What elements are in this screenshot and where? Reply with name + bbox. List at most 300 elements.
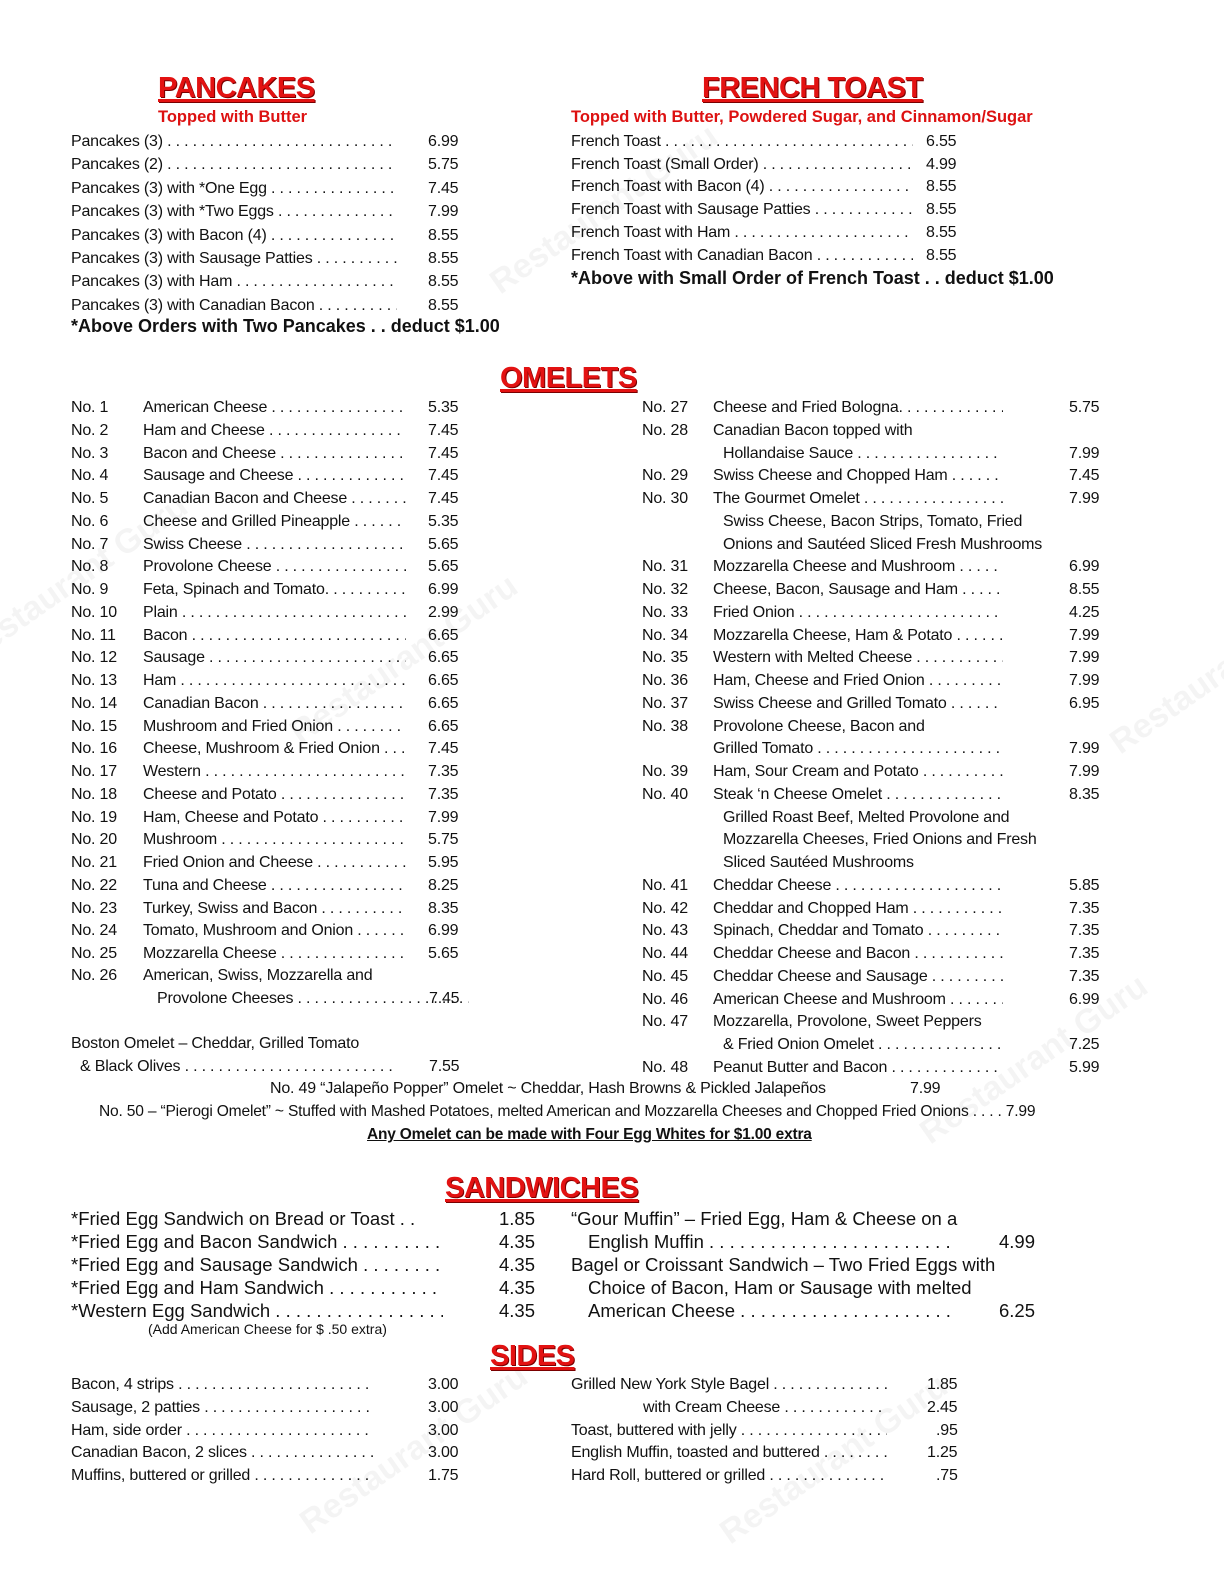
item-price: 4.99 bbox=[926, 155, 957, 173]
sandwich-name: “Gour Muffin” – Fried Egg, Ham & Cheese on a bbox=[571, 1208, 958, 1229]
item-name: Pancakes (3) . . . bbox=[71, 131, 397, 153]
item-price: 7.25 bbox=[1069, 1036, 1100, 1053]
omelet-item bbox=[642, 989, 1112, 1011]
item-number: No. 36 bbox=[642, 672, 688, 689]
side-item bbox=[71, 1420, 471, 1442]
item-price: 8.55 bbox=[428, 250, 459, 267]
item-price: 7.45 bbox=[428, 444, 459, 462]
french-toast-item bbox=[571, 176, 971, 198]
item-number: No. 34 bbox=[642, 626, 688, 644]
omelet-item bbox=[642, 920, 1112, 942]
item-name: Ham, side order . . . bbox=[71, 1420, 373, 1442]
item-name: Mushroom and Fried Onion . . . bbox=[143, 716, 406, 738]
item-name: Peanut Butter and Bacon . . . bbox=[713, 1057, 1003, 1079]
item-price: 6.65 bbox=[428, 626, 459, 644]
item-name: Canadian Bacon, 2 slices . . . bbox=[71, 1442, 373, 1464]
omelet-item bbox=[71, 420, 471, 442]
item-number: No. 3 bbox=[71, 444, 109, 462]
french-toast-subtitle: Topped with Butter, Powdered Sugar, and Cinnamon/Sugar bbox=[571, 108, 1033, 126]
item-price: 5.65 bbox=[428, 535, 459, 553]
omelet-item bbox=[71, 443, 471, 465]
item-price: 7.35 bbox=[1069, 922, 1100, 940]
item-number: No. 8 bbox=[71, 558, 109, 576]
omelet-item bbox=[642, 875, 1112, 897]
omelet-item bbox=[71, 738, 471, 760]
item-price: 5.35 bbox=[428, 512, 459, 530]
item-price: 8.35 bbox=[1069, 785, 1100, 803]
gour-muffin-line2 bbox=[571, 1230, 1041, 1253]
item-number: No. 14 bbox=[71, 694, 117, 712]
omelet-item bbox=[642, 556, 1112, 578]
item-price: 1.85 bbox=[927, 1376, 958, 1393]
gour-muffin-line1 bbox=[571, 1207, 957, 1230]
item-price: 6.99 bbox=[428, 133, 459, 150]
item-price: .75 bbox=[936, 1467, 958, 1484]
omelet-item bbox=[642, 602, 1112, 624]
omelet-item bbox=[642, 579, 1112, 601]
omelet-item bbox=[71, 511, 471, 533]
item-name: Swiss Cheese . . . bbox=[143, 534, 406, 556]
item-name: Ham, Sour Cream and Potato . . . bbox=[713, 761, 1003, 783]
item-name: Western . . . bbox=[143, 761, 406, 783]
side-item bbox=[71, 1374, 471, 1396]
side-item bbox=[71, 1442, 471, 1464]
item-number: No. 19 bbox=[71, 808, 117, 826]
omelet-item bbox=[71, 784, 471, 806]
item-number: No. 44 bbox=[642, 945, 688, 962]
item-name: Cheese and Grilled Pineapple . . . bbox=[143, 511, 406, 533]
item-number: No. 40 bbox=[642, 785, 688, 803]
item-price: 6.65 bbox=[428, 717, 459, 735]
item-price: 7.99 bbox=[1069, 763, 1100, 780]
pancakes-heading: PANCAKES bbox=[158, 72, 315, 104]
item-price: 7.45 bbox=[428, 490, 459, 507]
item-name: Pancakes (3) with *One Egg . . . bbox=[71, 178, 397, 200]
omelet-name: & Black Olives . . . bbox=[80, 1056, 392, 1078]
item-price: 3.00 bbox=[428, 1421, 459, 1439]
omelet-item bbox=[642, 511, 1112, 533]
omelet-49-price: 7.99 bbox=[910, 1080, 941, 1097]
side-item bbox=[571, 1442, 971, 1464]
item-name: Canadian Bacon and Cheese . . . bbox=[143, 488, 406, 510]
item-price: 1.25 bbox=[927, 1444, 958, 1462]
item-name: Mozzarella Cheese . . . bbox=[143, 943, 406, 965]
item-price: .95 bbox=[936, 1421, 958, 1439]
sandwich-name: English Muffin . . . bbox=[588, 1230, 954, 1253]
omelet-item bbox=[642, 829, 1112, 851]
french-toast-item bbox=[571, 154, 971, 176]
item-number: No. 29 bbox=[642, 467, 688, 485]
item-name: Grilled Roast Beef, Melted Provolone and bbox=[723, 808, 1010, 826]
omelet-item bbox=[642, 1057, 1112, 1079]
item-name: Cheese and Potato . . . bbox=[143, 784, 406, 806]
item-price: 4.35 bbox=[499, 1254, 536, 1275]
omelet-item bbox=[71, 579, 471, 601]
item-number: No. 48 bbox=[642, 1058, 688, 1076]
item-name: French Toast with Ham . . . bbox=[571, 222, 913, 244]
pancake-item bbox=[71, 225, 471, 247]
item-price: 8.55 bbox=[926, 178, 957, 196]
pancake-item bbox=[71, 131, 471, 153]
side-item bbox=[571, 1397, 971, 1419]
item-price: 4.35 bbox=[499, 1277, 536, 1298]
item-price: 8.35 bbox=[428, 899, 459, 917]
item-name: Cheese, Bacon, Sausage and Ham . . . . bbox=[713, 579, 1003, 601]
item-price: 6.99 bbox=[1069, 990, 1100, 1008]
item-name: *Fried Egg and Sausage Sandwich . . . bbox=[71, 1253, 443, 1276]
item-name: Fried Onion and Cheese . . . bbox=[143, 852, 406, 874]
omelet-item bbox=[71, 807, 471, 829]
item-name: & Fried Onion Omelet . . . bbox=[723, 1034, 1003, 1056]
omelet-item bbox=[642, 625, 1112, 647]
omelet-item bbox=[71, 625, 471, 647]
item-name: Pancakes (3) with *Two Eggs . . . bbox=[71, 201, 397, 223]
item-name: American Cheese and Mushroom . . . bbox=[713, 989, 1003, 1011]
item-name: Pancakes (3) with Ham . . . bbox=[71, 271, 397, 293]
omelet-item bbox=[71, 465, 471, 487]
item-name: Plain . . . bbox=[143, 602, 406, 624]
item-price: 7.35 bbox=[1069, 967, 1100, 985]
side-item bbox=[571, 1374, 971, 1396]
item-name: Bacon, 4 strips . . . bbox=[71, 1374, 373, 1396]
item-price: 6.65 bbox=[428, 694, 459, 712]
omelet-item bbox=[642, 716, 1112, 738]
french-toast-item bbox=[571, 199, 971, 221]
omelet-item bbox=[71, 534, 471, 556]
item-number: No. 24 bbox=[71, 922, 117, 940]
item-price: 2.45 bbox=[927, 1398, 958, 1416]
item-number: No. 39 bbox=[642, 763, 688, 780]
item-name: Tuna and Cheese . . . bbox=[143, 875, 406, 897]
item-name: Mozzarella Cheeses, Fried Onions and Fresh bbox=[723, 831, 1037, 849]
pancake-item bbox=[71, 178, 471, 200]
item-number: No. 4 bbox=[71, 467, 109, 485]
omelet-price: 7.55 bbox=[429, 1058, 460, 1075]
pancake-item bbox=[71, 295, 471, 317]
item-price: 7.45 bbox=[428, 467, 459, 485]
omelet-item bbox=[642, 738, 1112, 760]
omelet-item bbox=[642, 670, 1112, 692]
bagel-sandwich-line1 bbox=[571, 1253, 995, 1276]
item-name: Cheddar Cheese and Sausage . . . bbox=[713, 966, 1003, 988]
item-price: 7.99 bbox=[428, 203, 459, 221]
item-price: 8.25 bbox=[428, 876, 459, 894]
item-number: No. 23 bbox=[71, 899, 117, 917]
pancakes-note: *Above Orders with Two Pancakes . . deduct $1.00 bbox=[71, 316, 500, 336]
omelet-26 bbox=[71, 965, 471, 987]
item-name: Mozzarella Cheese, Ham & Potato . . . bbox=[713, 625, 1003, 647]
item-price: 7.99 bbox=[1069, 490, 1100, 507]
omelet-item bbox=[71, 943, 471, 965]
item-name: Fried Onion . . . bbox=[713, 602, 1003, 624]
item-price: 3.00 bbox=[428, 1444, 459, 1462]
item-name: Ham, Cheese and Fried Onion . . . bbox=[713, 670, 1003, 692]
item-price: 7.99 bbox=[1069, 740, 1100, 758]
boston-omelet bbox=[71, 1033, 471, 1055]
item-number: No. 15 bbox=[71, 717, 117, 735]
item-price: 5.65 bbox=[428, 558, 459, 576]
item-price: 5.95 bbox=[428, 854, 459, 871]
item-price: 7.35 bbox=[428, 785, 459, 803]
item-number: No. 9 bbox=[71, 581, 109, 598]
omelet-item bbox=[642, 397, 1112, 419]
sandwich-item bbox=[71, 1299, 551, 1322]
item-name: Canadian Bacon . . . bbox=[143, 693, 406, 715]
omelet-item bbox=[71, 602, 471, 624]
item-number: No. 11 bbox=[71, 626, 116, 644]
item-name: Onions and Sautéed Sliced Fresh Mushrooms bbox=[723, 535, 1043, 553]
item-price: 5.65 bbox=[428, 945, 459, 962]
item-price: 4.35 bbox=[499, 1231, 536, 1252]
item-name: Cheddar Cheese and Bacon . . . bbox=[713, 943, 1003, 965]
item-price: 8.55 bbox=[1069, 581, 1100, 598]
item-name: Feta, Spinach and Tomato. . . . bbox=[143, 579, 406, 601]
item-price: 1.75 bbox=[428, 1467, 459, 1484]
omelet-item bbox=[71, 488, 471, 510]
item-price: 7.35 bbox=[1069, 899, 1100, 917]
pancake-item bbox=[71, 154, 471, 176]
item-number: No. 45 bbox=[642, 967, 688, 985]
sandwich-item bbox=[71, 1207, 551, 1230]
omelet-item bbox=[642, 488, 1112, 510]
item-price: 5.35 bbox=[428, 399, 459, 416]
item-price: 4.35 bbox=[499, 1300, 536, 1321]
item-name: Canadian Bacon topped with bbox=[713, 421, 913, 439]
item-price: 3.00 bbox=[428, 1376, 459, 1393]
item-price: 7.45 bbox=[428, 179, 459, 197]
omelet-26-cont bbox=[71, 988, 471, 1010]
item-number: No. 30 bbox=[642, 490, 688, 507]
sandwich-name: Bagel or Croissant Sandwich – Two Fried Eggs with bbox=[571, 1254, 996, 1275]
item-price: 8.55 bbox=[926, 201, 957, 219]
item-price: 7.45 bbox=[428, 740, 459, 758]
item-name: *Fried Egg Sandwich on Bread or Toast . . bbox=[71, 1208, 416, 1229]
pancake-item bbox=[71, 248, 471, 270]
item-name: Mozzarella Cheese and Mushroom . . . bbox=[713, 556, 1003, 578]
item-number: No. 17 bbox=[71, 763, 117, 780]
item-name: Swiss Cheese, Bacon Strips, Tomato, Fried bbox=[723, 512, 1023, 530]
item-name: Turkey, Swiss and Bacon . . . bbox=[143, 898, 406, 920]
omelet-name: No. 49 “Jalapeño Popper” Omelet ~ Cheddar, Hash Browns & Pickled Jalapeños bbox=[270, 1080, 826, 1097]
item-name: Pancakes (2) . . . bbox=[71, 154, 397, 176]
item-number: No. 12 bbox=[71, 649, 117, 667]
omelet-number: No. 26 bbox=[71, 967, 117, 984]
item-name: French Toast with Sausage Patties . . . bbox=[571, 199, 913, 221]
french-toast-note: *Above with Small Order of French Toast . . deduct $1.00 bbox=[571, 268, 1054, 288]
item-name: Spinach, Cheddar and Tomato . . . bbox=[713, 920, 1003, 942]
omelet-item bbox=[71, 670, 471, 692]
omelet-item bbox=[642, 1011, 1112, 1033]
sides-heading: SIDES bbox=[490, 1340, 575, 1372]
item-price: 6.65 bbox=[428, 649, 459, 667]
omelet-item bbox=[71, 829, 471, 851]
item-name: Tomato, Mushroom and Onion . . . bbox=[143, 920, 406, 942]
omelet-item bbox=[642, 898, 1112, 920]
item-name: *Western Egg Sandwich . . . bbox=[71, 1299, 443, 1322]
bagel-sandwich-line2 bbox=[571, 1276, 972, 1299]
omelet-name: Boston Omelet – Cheddar, Grilled Tomato bbox=[71, 1035, 360, 1052]
item-name: The Gourmet Omelet . . . bbox=[713, 488, 1003, 510]
item-name: *Fried Egg and Bacon Sandwich . . . bbox=[71, 1230, 443, 1253]
omelet-item bbox=[642, 647, 1112, 669]
omelet-name: Provolone Cheeses . . . bbox=[157, 988, 469, 1010]
item-price: 5.75 bbox=[428, 156, 459, 174]
item-name: Provolone Cheese . . . bbox=[143, 556, 406, 578]
omelet-item bbox=[642, 693, 1112, 715]
item-price: 6.99 bbox=[428, 581, 459, 598]
item-number: No. 22 bbox=[71, 876, 117, 894]
omelet-item bbox=[642, 761, 1112, 783]
item-price: 7.99 bbox=[428, 808, 459, 826]
item-price: 6.95 bbox=[1069, 694, 1100, 712]
item-price: 8.55 bbox=[428, 296, 459, 314]
item-name: Hard Roll, buttered or grilled . . . bbox=[571, 1465, 887, 1487]
item-name: Cheese and Fried Bologna. . . . bbox=[713, 397, 1003, 419]
sandwich-name: Choice of Bacon, Ham or Sausage with melted bbox=[588, 1277, 972, 1298]
omelet-name: American, Swiss, Mozzarella and bbox=[143, 967, 373, 984]
item-number: No. 33 bbox=[642, 603, 688, 621]
item-name: Pancakes (3) with Sausage Patties . . . bbox=[71, 248, 397, 270]
item-number: No. 37 bbox=[642, 694, 688, 712]
item-number: No. 1 bbox=[71, 399, 109, 416]
item-name: Ham . . . bbox=[143, 670, 406, 692]
sandwich-item bbox=[71, 1276, 551, 1299]
sandwich-price: 6.25 bbox=[999, 1300, 1036, 1321]
item-name: French Toast with Bacon (4) . . . bbox=[571, 176, 913, 198]
omelet-item bbox=[642, 852, 1112, 874]
side-item bbox=[71, 1465, 471, 1487]
side-item bbox=[71, 1397, 471, 1419]
item-number: No. 28 bbox=[642, 421, 688, 439]
bagel-sandwich-line3 bbox=[571, 1299, 1041, 1322]
item-name: Ham and Cheese . . . bbox=[143, 420, 406, 442]
omelet-price: 7.45 bbox=[429, 990, 460, 1007]
omelet-item bbox=[71, 397, 471, 419]
omelet-item bbox=[642, 784, 1112, 806]
item-name: Pancakes (3) with Bacon (4) . . . bbox=[71, 225, 397, 247]
side-item bbox=[571, 1465, 971, 1487]
french-toast-item bbox=[571, 245, 971, 267]
item-number: No. 5 bbox=[71, 490, 109, 507]
item-name: Toast, buttered with jelly . . . bbox=[571, 1420, 887, 1442]
item-number: No. 38 bbox=[642, 717, 688, 735]
item-name: French Toast (Small Order) . . . bbox=[571, 154, 913, 176]
item-price: 7.45 bbox=[428, 421, 459, 439]
side-item bbox=[571, 1420, 971, 1442]
item-name: Provolone Cheese, Bacon and bbox=[713, 717, 925, 735]
omelet-item bbox=[71, 556, 471, 578]
egg-whites-note: Any Omelet can be made with Four Egg Whites for $1.00 extra bbox=[367, 1126, 812, 1143]
pancake-item bbox=[71, 201, 471, 223]
sandwich-price: 4.99 bbox=[999, 1231, 1036, 1252]
item-price: 6.99 bbox=[1069, 558, 1100, 576]
omelet-item bbox=[642, 443, 1112, 465]
omelet-50: No. 50 – “Pierogi Omelet” ~ Stuffed with Mashed Potatoes, melted American and Mozzarella Cheeses and Chopped Fried Onions . . . . 7.99 bbox=[99, 1103, 1036, 1120]
omelet-item bbox=[642, 420, 1112, 442]
item-name: Sausage and Cheese . . . bbox=[143, 465, 406, 487]
item-name: Hollandaise Sauce . . . bbox=[723, 443, 1003, 465]
item-name: Pancakes (3) with Canadian Bacon . . . bbox=[71, 295, 397, 317]
item-price: 4.25 bbox=[1069, 603, 1100, 621]
item-name: Steak ‘n Cheese Omelet . . . bbox=[713, 784, 1003, 806]
omelet-item bbox=[642, 943, 1112, 965]
item-number: No. 43 bbox=[642, 922, 688, 940]
sandwich-item bbox=[71, 1253, 551, 1276]
pancake-item bbox=[71, 271, 471, 293]
item-name: French Toast . . . bbox=[571, 131, 913, 153]
omelet-item bbox=[71, 693, 471, 715]
sandwich-name: American Cheese . . . bbox=[588, 1299, 954, 1322]
item-price: 8.55 bbox=[926, 223, 957, 241]
item-name: Ham, Cheese and Potato . . . bbox=[143, 807, 406, 829]
item-number: No. 35 bbox=[642, 649, 688, 667]
item-name: Cheese, Mushroom & Fried Onion . . . bbox=[143, 738, 406, 760]
item-price: 3.00 bbox=[428, 1398, 459, 1416]
item-number: No. 20 bbox=[71, 831, 117, 849]
item-price: 8.55 bbox=[428, 226, 459, 244]
item-number: No. 6 bbox=[71, 512, 109, 530]
item-name: Sliced Sautéed Mushrooms bbox=[723, 854, 914, 871]
item-name: Grilled New York Style Bagel . . . bbox=[571, 1374, 887, 1396]
item-price: 7.35 bbox=[428, 763, 459, 780]
item-name: American Cheese . . . bbox=[143, 397, 406, 419]
item-price: 7.99 bbox=[1069, 626, 1100, 644]
item-price: 7.35 bbox=[1069, 945, 1100, 962]
item-price: 5.75 bbox=[428, 831, 459, 849]
item-number: No. 2 bbox=[71, 421, 109, 439]
item-price: 6.99 bbox=[428, 922, 459, 940]
item-number: No. 32 bbox=[642, 581, 688, 598]
omelet-item bbox=[642, 807, 1112, 829]
item-price: 8.55 bbox=[926, 246, 957, 264]
omelet-item bbox=[642, 534, 1112, 556]
omelet-item bbox=[71, 875, 471, 897]
item-number: No. 42 bbox=[642, 899, 688, 917]
item-name: Muffins, buttered or grilled . . . bbox=[71, 1465, 373, 1487]
item-number: No. 10 bbox=[71, 603, 117, 621]
french-toast-heading: FRENCH TOAST bbox=[702, 72, 923, 104]
item-price: 5.99 bbox=[1069, 1058, 1100, 1076]
item-number: No. 16 bbox=[71, 740, 117, 758]
watermark-text bbox=[1103, 577, 1224, 763]
omelet-item bbox=[71, 920, 471, 942]
item-number: No. 13 bbox=[71, 672, 117, 689]
item-number: No. 46 bbox=[642, 990, 688, 1008]
pancakes-subtitle: Topped with Butter bbox=[158, 108, 308, 126]
omelet-item bbox=[71, 761, 471, 783]
item-price: 6.55 bbox=[926, 133, 957, 150]
french-toast-item bbox=[571, 222, 971, 244]
item-name: with Cream Cheese . . . bbox=[643, 1397, 887, 1419]
item-number: No. 47 bbox=[642, 1013, 688, 1031]
item-number: No. 18 bbox=[71, 785, 117, 803]
omelet-item bbox=[642, 465, 1112, 487]
omelet-item bbox=[71, 898, 471, 920]
sandwich-item bbox=[71, 1230, 551, 1253]
item-name: Mushroom . . . bbox=[143, 829, 406, 851]
item-price: 7.99 bbox=[1069, 444, 1100, 462]
item-price: 7.45 bbox=[1069, 467, 1100, 485]
item-name: Swiss Cheese and Chopped Ham . . . bbox=[713, 465, 1003, 487]
omelet-item bbox=[642, 966, 1112, 988]
sandwich-cheese-note: (Add American Cheese for $ .50 extra) bbox=[148, 1321, 387, 1337]
item-number: No. 31 bbox=[642, 558, 688, 576]
omelet-item bbox=[642, 1034, 1112, 1056]
item-name: Bacon and Cheese . . . bbox=[143, 443, 406, 465]
item-name: Cheddar Cheese . . . bbox=[713, 875, 1003, 897]
item-number: No. 41 bbox=[642, 876, 688, 894]
item-number: No. 21 bbox=[71, 854, 117, 871]
